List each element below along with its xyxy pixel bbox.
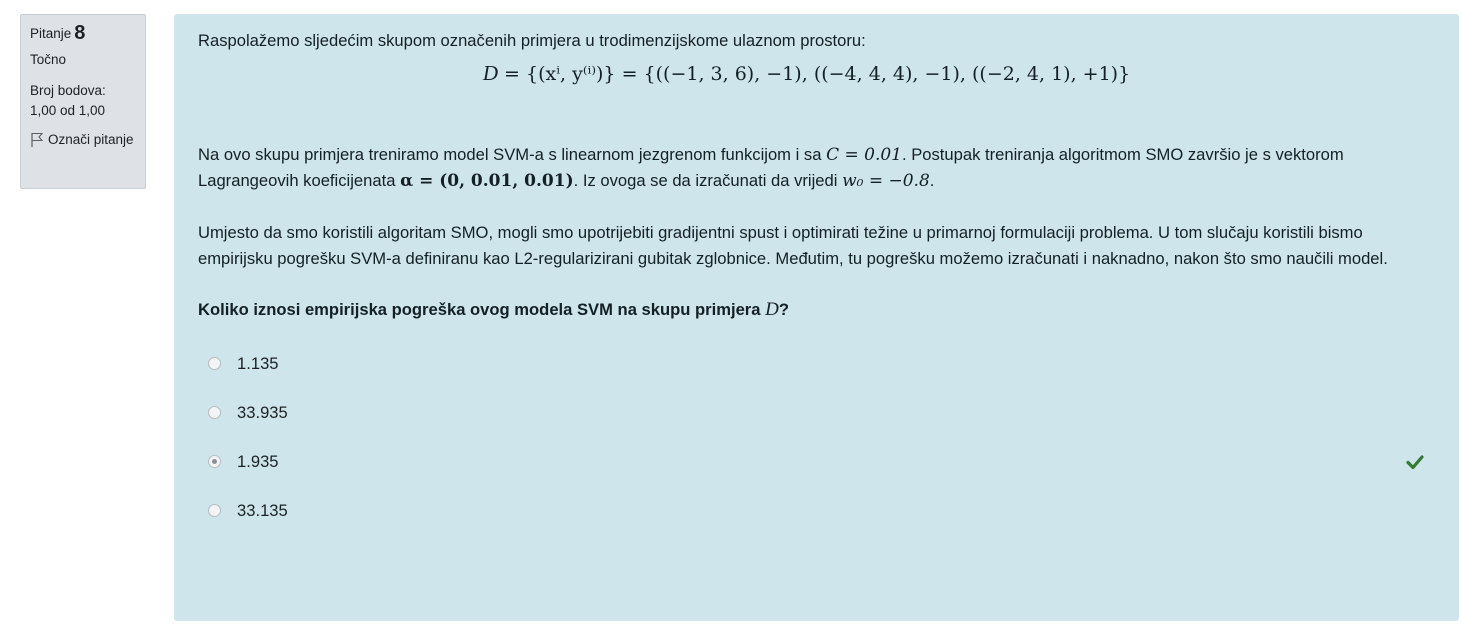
grade-value: 1,00 od 1,00 bbox=[30, 103, 106, 118]
prompt-text: Koliko iznosi empirijska pogreška ovog modela SVM na skupu primjera bbox=[198, 300, 761, 319]
answer-radio-1[interactable] bbox=[208, 357, 221, 370]
question-paragraph-2 bbox=[198, 142, 1435, 194]
answer-label-4: 33.135 bbox=[237, 500, 288, 520]
answer-label-3: 1.935 bbox=[237, 451, 279, 471]
example-3: ((−2, 4, 1), +1) bbox=[972, 63, 1119, 85]
question-number-value: 8 bbox=[74, 22, 86, 44]
answer-label-2: 33.935 bbox=[237, 402, 288, 422]
answer-option-1[interactable] bbox=[198, 339, 1435, 388]
p2-text-end: . bbox=[929, 171, 935, 190]
c-formula: C = 0.01 bbox=[826, 145, 902, 165]
answer-radio-4[interactable] bbox=[208, 504, 221, 517]
flag-question-link[interactable] bbox=[30, 130, 136, 150]
example-2: ((−4, 4, 4), −1) bbox=[813, 63, 960, 85]
prompt-symbol: D bbox=[765, 299, 779, 320]
dataset-symbol: D bbox=[482, 61, 498, 85]
alpha-formula: α = (0, 0.01, 0.01) bbox=[400, 171, 574, 191]
question-info bbox=[20, 14, 146, 189]
formula-general-form: {(xⁱ, y⁽ⁱ⁾)} bbox=[526, 63, 616, 85]
flag-label: Označi pitanje bbox=[48, 132, 134, 147]
grade-label: Broj bodova: bbox=[30, 83, 106, 98]
question-label: Pitanje bbox=[30, 26, 72, 41]
question-number bbox=[30, 23, 136, 44]
question-formulation bbox=[174, 14, 1459, 621]
answer-label-1: 1.135 bbox=[237, 353, 279, 373]
question-paragraph-3: Umjesto da smo koristili algoritam SMO, mogli smo upotrijebiti gradijentni spust i optimirati težine u primarnoj formulaciji problema. U tom slučaju koristili bismo empirijsku pogrešku SVM-a definiranu kao L2-regularizirani gubitak zglobnice. Međutim, tu pogrešku možemo izračunati i naknadno, nakon što smo naučili model. bbox=[198, 223, 1388, 268]
p2-text-3: . Iz ovoga se da izračunati da vrijedi bbox=[573, 171, 838, 190]
answer-option-2[interactable] bbox=[198, 388, 1435, 437]
p2-text-1: Na ovo skupu primjera treniramo model SVM-a s linearnom jezgrenom funkcijom i sa bbox=[198, 145, 822, 164]
formula-examples: {((−1, 3, 6), −1), ((−4, 4, 4), −1), ((−2, 4, 1), +1)} bbox=[643, 63, 1131, 85]
check-icon bbox=[1405, 452, 1425, 472]
flag-icon bbox=[30, 132, 44, 148]
answer-list bbox=[198, 339, 1435, 535]
question-intro: Raspolažemo sljedećim skupom označenih primjera u trodimenzijskome ulaznom prostoru: bbox=[198, 31, 866, 50]
question-grade bbox=[30, 81, 136, 121]
p2-text-2: . Postupak treniranja algoritmom SMO završio je s vektorom Lagrangeovih koeficijenata bbox=[198, 145, 1344, 190]
prompt-end: ? bbox=[778, 300, 789, 319]
example-1: ((−1, 3, 6), −1) bbox=[655, 63, 802, 85]
w0-formula: w₀ = −0.8 bbox=[842, 171, 930, 191]
question-state: Točno bbox=[30, 52, 67, 67]
formula-equals-2: = bbox=[621, 63, 638, 85]
answer-option-3[interactable] bbox=[198, 437, 1435, 486]
answer-radio-2[interactable] bbox=[208, 406, 221, 419]
question-prompt bbox=[198, 297, 1435, 323]
formula-equals-1: = bbox=[504, 63, 520, 85]
answer-option-4[interactable] bbox=[198, 486, 1435, 535]
dataset-formula bbox=[178, 58, 1435, 88]
answer-radio-3[interactable] bbox=[208, 455, 221, 468]
